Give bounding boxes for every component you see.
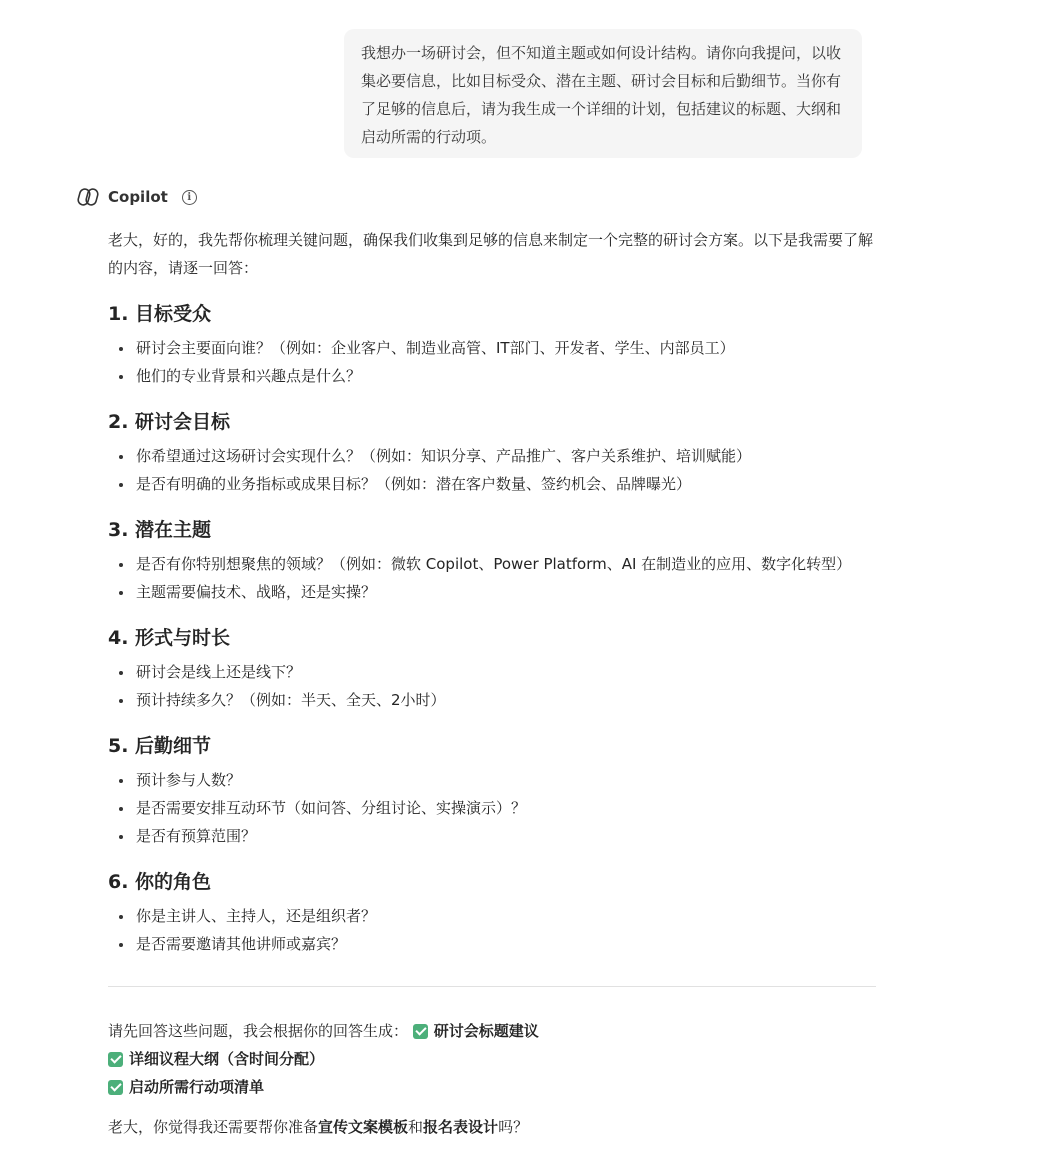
section-title: 5. 后勤细节	[108, 735, 212, 757]
list-item: 你是主讲人、主持人，还是组织者？	[108, 902, 376, 930]
closing-text: 老大，你觉得我还需要帮你准备	[108, 1118, 319, 1136]
user-message-bubble	[344, 29, 862, 158]
deliverable-item: 详细议程大纲（含时间分配）	[129, 1050, 325, 1068]
closing-text: 吗？	[498, 1118, 529, 1136]
section-list	[108, 334, 735, 390]
closing-bold-1: 宣传文案模板	[318, 1118, 409, 1136]
section-title: 6. 你的角色	[108, 871, 212, 893]
info-icon[interactable]: i	[182, 190, 197, 205]
closing-bold-2: 报名表设计	[423, 1118, 499, 1136]
list-item: 主题需要偏技术、战略，还是实操？	[108, 578, 851, 606]
summary-line-2	[108, 1045, 539, 1073]
list-item: 是否有你特别想聚焦的领域？（例如：微软 Copilot、Power Platform、AI 在制造业的应用、数字化转型）	[108, 550, 851, 578]
section-list	[108, 766, 526, 850]
list-item: 你希望通过这场研讨会实现什么？（例如：知识分享、产品推广、客户关系维护、培训赋能）	[108, 442, 751, 470]
list-item: 是否有明确的业务指标或成果目标？（例如：潜在客户数量、签约机会、品牌曝光）	[108, 470, 751, 498]
divider	[108, 986, 876, 987]
copilot-logo-icon	[77, 186, 99, 208]
list-item: 是否需要安排互动环节（如问答、分组讨论、实操演示）？	[108, 794, 526, 822]
list-item: 研讨会主要面向谁？（例如：企业客户、制造业高管、IT部门、开发者、学生、内部员工）	[108, 334, 735, 362]
user-message-text: 我想办一场研讨会，但不知道主题或如何设计结构。请你向我提问，以收集必要信息，比如目标受众、潜在主题、研讨会目标和后勤细节。当你有了足够的信息后，请为我生成一个详细的计划，包括建议的标题、大纲和启动所需的行动项。	[361, 44, 842, 146]
section-list	[108, 658, 446, 714]
copilot-response	[108, 226, 878, 1136]
section-list	[108, 902, 376, 958]
checkmark-icon	[413, 1024, 428, 1039]
list-item: 他们的专业背景和兴趣点是什么？	[108, 362, 735, 390]
closing-question	[108, 1113, 528, 1141]
summary-block	[108, 1017, 539, 1101]
copilot-header	[77, 185, 197, 209]
copilot-name: Copilot	[108, 188, 168, 206]
response-intro: 老大，好的，我先帮你梳理关键问题，确保我们收集到足够的信息来制定一个完整的研讨会方案。以下是我需要了解的内容，请逐一回答：	[108, 231, 874, 277]
checkmark-icon	[108, 1080, 123, 1095]
section-title: 1. 目标受众	[108, 303, 212, 325]
list-item: 研讨会是线上还是线下？	[108, 658, 446, 686]
list-item: 预计持续多久？（例如：半天、全天、2小时）	[108, 686, 446, 714]
list-item: 是否有预算范围？	[108, 822, 526, 850]
section-title: 3. 潜在主题	[108, 519, 212, 541]
checkmark-icon	[108, 1052, 123, 1067]
summary-lead: 请先回答这些问题，我会根据你的回答生成：	[108, 1022, 409, 1040]
summary-line-3	[108, 1073, 539, 1101]
deliverable-item: 启动所需行动项清单	[129, 1078, 265, 1096]
section-title: 4. 形式与时长	[108, 627, 231, 649]
summary-line-1	[108, 1017, 539, 1045]
section-list	[108, 550, 851, 606]
list-item: 是否需要邀请其他讲师或嘉宾？	[108, 930, 376, 958]
list-item: 预计参与人数？	[108, 766, 526, 794]
section-list	[108, 442, 751, 498]
deliverable-item: 研讨会标题建议	[433, 1022, 539, 1040]
closing-text: 和	[408, 1118, 424, 1136]
section-title: 2. 研讨会目标	[108, 411, 231, 433]
